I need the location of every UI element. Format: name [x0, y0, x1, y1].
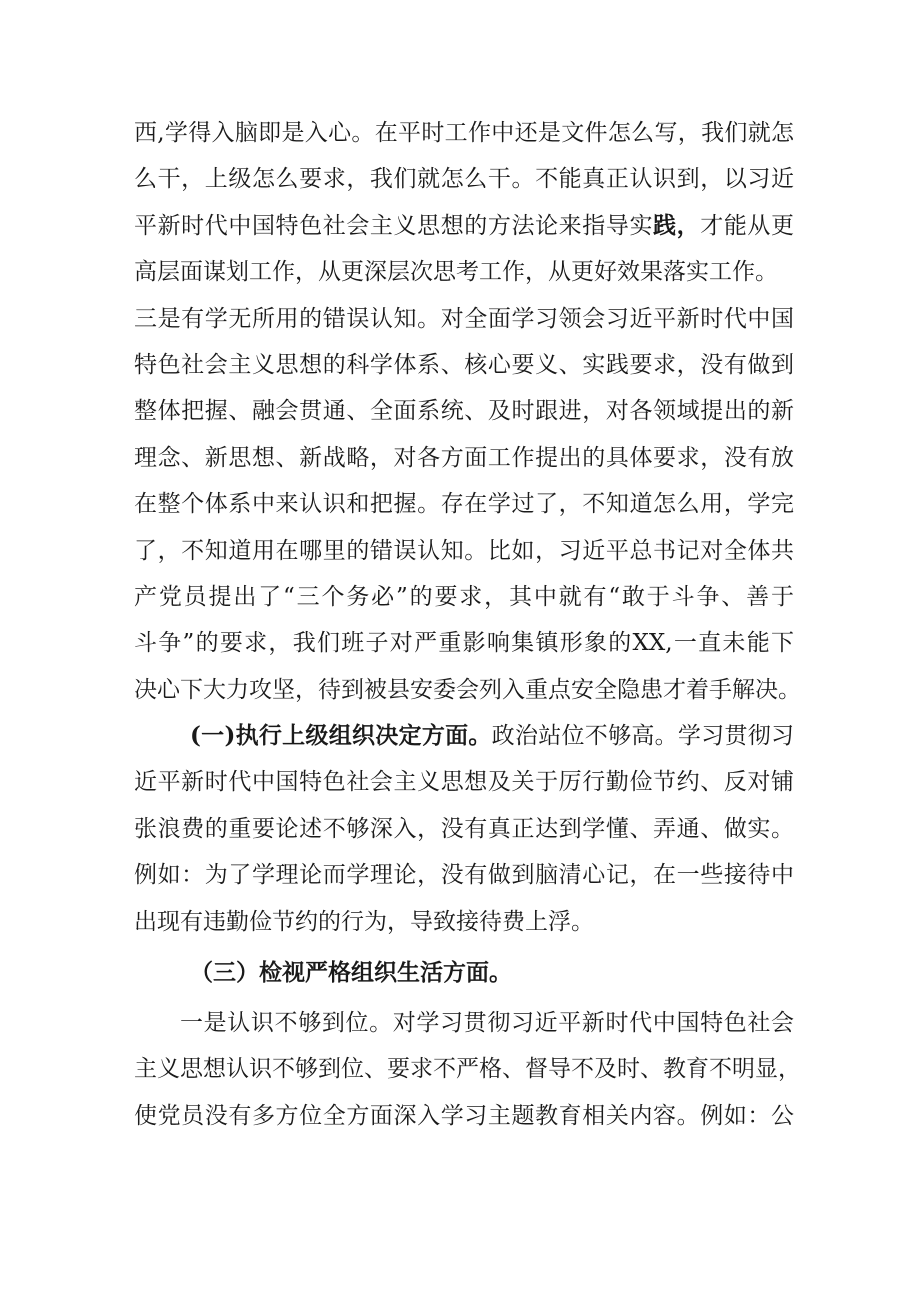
text-line: 决心下大力攻坚，待到被县安委会列入重点安全隐患才着手解决。 [134, 676, 801, 703]
section-2 [134, 713, 794, 945]
text-line: 斗争”的要求，我们班子对严重影响集镇形象的XX,一直未能下 [134, 630, 794, 657]
text-line: 主义思想认识不够到位、要求不严格、督导不及时、教育不明显， [134, 1056, 801, 1083]
text-line: 整体把握、融会贯通、全面系统、及时跟进，对各领域提出的新 [134, 398, 794, 425]
paragraph-1 [134, 110, 794, 296]
bold-text-run: 践， [653, 211, 701, 239]
text-line: 西,学得入脑即是入心。在平时工作中还是文件怎么写，我们就怎 [134, 120, 794, 146]
section-heading: （三）检视严格组织生活方面。 [190, 959, 512, 987]
document-page [134, 110, 801, 1139]
text-line: 理念、新思想、新战略，对各方面工作提出的具体要求，没有放 [134, 444, 794, 471]
text-line: 产党员提出了“三个务必”的要求，其中就有“敢于斗争、善于 [134, 583, 794, 610]
text-run: 才能从更 [700, 212, 795, 239]
paragraph-2 [134, 296, 801, 714]
text-line: 一是认识不够到位。对学习贯彻习近平新时代中国特色社会 [180, 1010, 794, 1037]
text-line: 使党员没有多方位全方面深入学习主题教育相关内容。例如：公 [134, 1102, 794, 1129]
text-line: 么干，上级怎么要求，我们就怎么干。不能真正认识到，以习近 [134, 166, 794, 193]
section-3 [134, 945, 801, 1139]
section-heading: (一)执行上级组织决定方面。 [190, 722, 492, 750]
text-run: 政治站位不够高。学习贯彻习 [491, 723, 795, 750]
text-line: 例如：为了学理论而学理论，没有做到脑清心记，在一些接待中 [134, 862, 794, 889]
text-line: 特色社会主义思想的科学体系、核心要义、实践要求，没有做到 [134, 351, 794, 378]
text-line: 了，不知道用在哪里的错误认知。比如，习近平总书记对全体共 [134, 537, 794, 564]
text-line: 近平新时代中国特色社会主义思想及关于厉行勤俭节约、反对铺 [134, 769, 794, 796]
text-line: 张浪费的重要论述不够深入，没有真正达到学懂、弄通、做实。 [134, 815, 794, 842]
text-run: 平新时代中国特色社会主义思想的方法论来指导实 [134, 212, 654, 239]
text-line: 高层面谋划工作，从更深层次思考工作，从更好效果落实工作。 [134, 259, 778, 286]
section-heading-line [134, 713, 794, 759]
text-line: 出现有违勤俭节约的行为，导致接待费上浮。 [134, 908, 594, 935]
text-line: 三是有学无所用的错误认知。对全面学习领会习近平新时代中国 [134, 305, 794, 332]
text-line: 在整个体系中来认识和把握。存在学过了，不知道怎么用，学完 [134, 491, 794, 518]
text-line [134, 203, 794, 249]
